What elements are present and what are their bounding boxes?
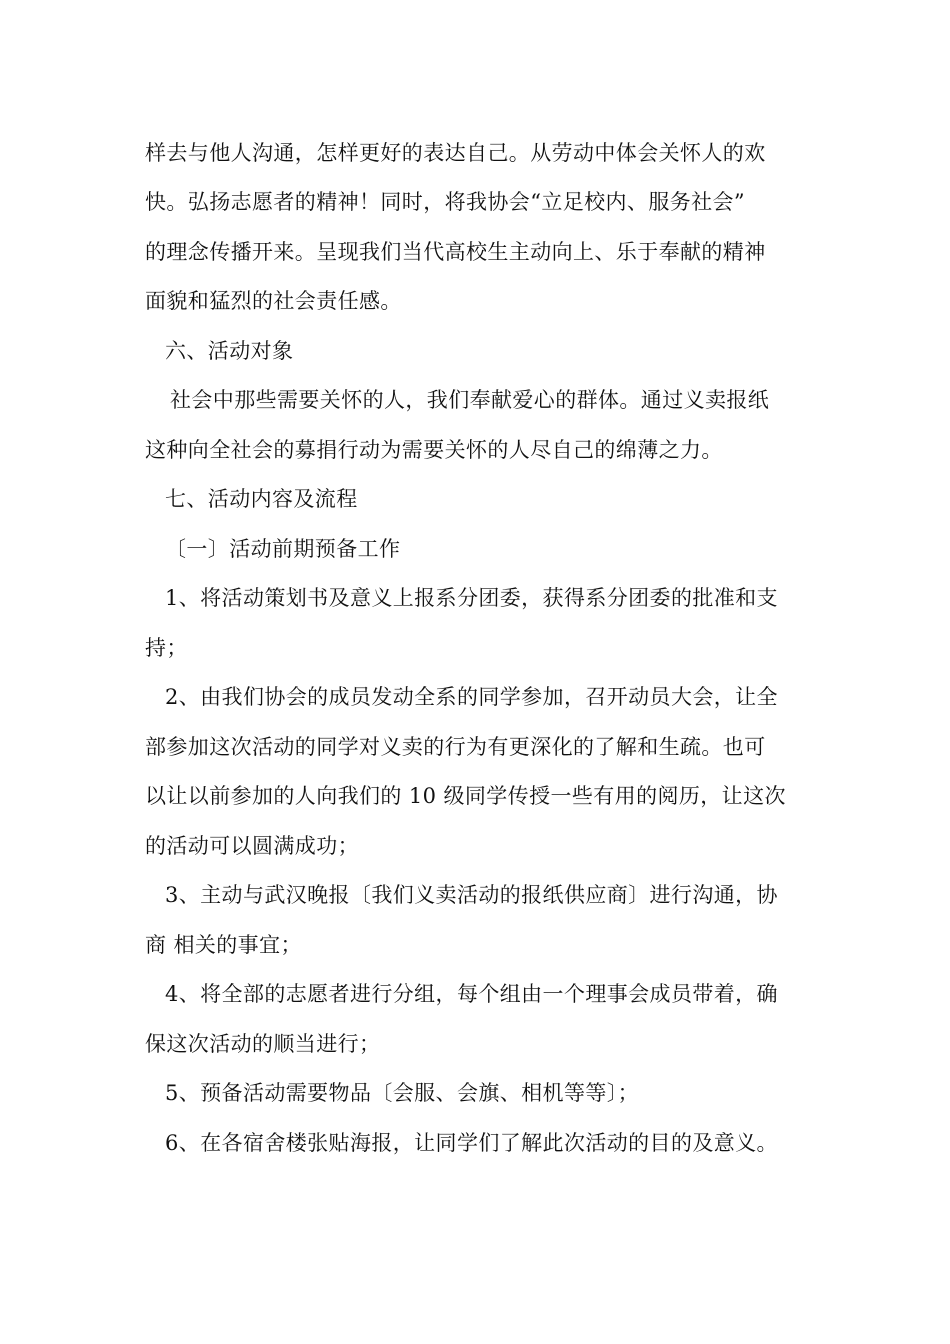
list-item-continuation: 部参加这次活动的同学对义卖的行为有更深化的了解和生疏。也可 — [145, 735, 766, 759]
list-item-continuation: 商 相关的事宜； — [145, 933, 302, 957]
list-item-continuation: 以让以前参加的人向我们的 10 级同学传授一些有用的阅历，让这次 — [145, 784, 786, 808]
list-item-continuation: 持； — [145, 636, 188, 660]
list-item: 3、主动与武汉晚报〔我们义卖活动的报纸供应商〕进行沟通，协 — [165, 883, 778, 907]
list-item: 4、将全部的志愿者进行分组，每个组由一个理事会成员带着，确 — [165, 982, 778, 1006]
section-heading: 七、活动内容及流程 — [165, 487, 358, 511]
subsection-heading: 〔一〕活动前期预备工作 — [165, 537, 401, 561]
paragraph-line: 面貌和猛烈的社会责任感。 — [145, 289, 402, 313]
list-item: 2、由我们协会的成员发动全系的同学参加，召开动员大会，让全 — [165, 685, 778, 709]
section-heading: 六、活动对象 — [165, 339, 294, 363]
paragraph-line: 的理念传播开来。呈现我们当代高校生主动向上、乐于奉献的精神 — [145, 240, 766, 264]
list-item: 1、将活动策划书及意义上报系分团委，获得系分团委的批准和支 — [165, 586, 778, 610]
paragraph-line: 样去与他人沟通，怎样更好的表达自己。从劳动中体会关怀人的欢 — [145, 141, 766, 165]
list-item: 6、在各宿舍楼张贴海报，让同学们了解此次活动的目的及意义。 — [165, 1131, 778, 1155]
list-item: 5、预备活动需要物品〔会服、会旗、相机等等〕； — [165, 1081, 640, 1105]
paragraph-line: 社会中那些需要关怀的人，我们奉献爱心的群体。通过义卖报纸 — [170, 388, 770, 412]
list-item-continuation: 的活动可以圆满成功； — [145, 834, 359, 858]
paragraph-line: 这种向全社会的募捐行动为需要关怀的人尽自己的绵薄之力。 — [145, 438, 723, 462]
list-item-continuation: 保这次活动的顺当进行； — [145, 1032, 381, 1056]
paragraph-line: 快。弘扬志愿者的精神！同时，将我协会“立足校内、服务社会” — [145, 190, 746, 214]
